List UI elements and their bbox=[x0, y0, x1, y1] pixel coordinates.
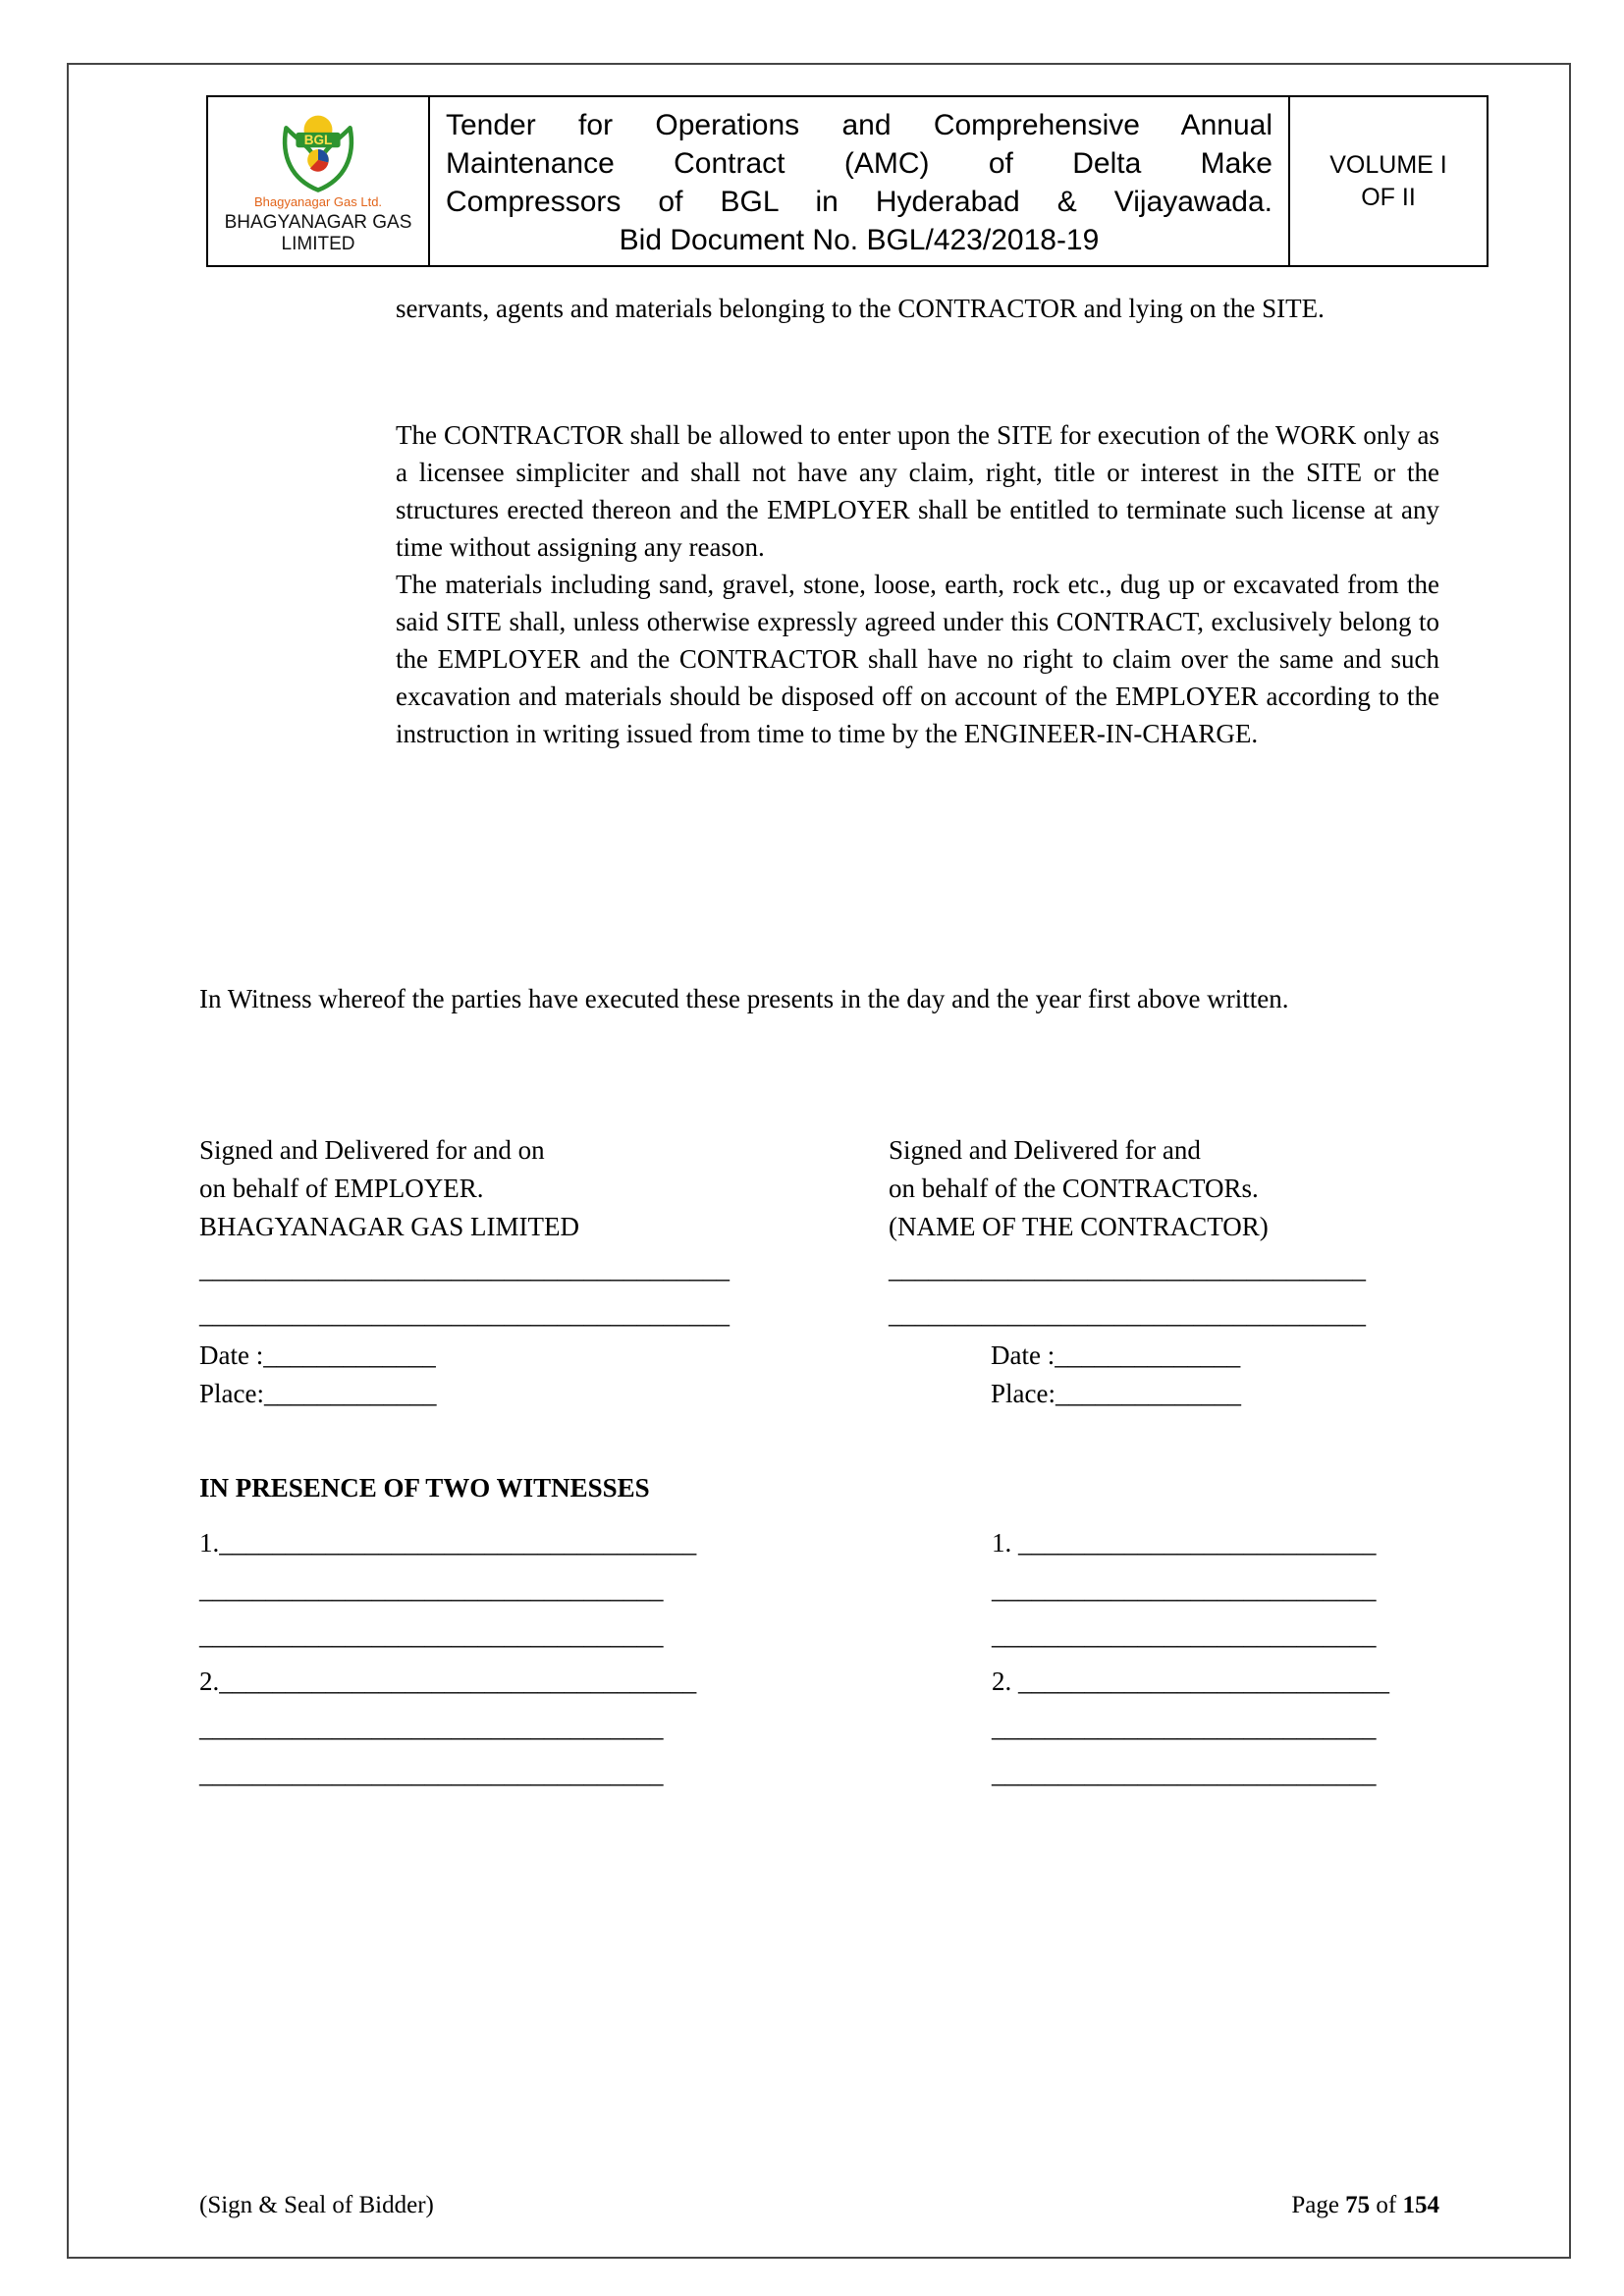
sig-contractor-rule1: ____________________________________ bbox=[889, 1254, 1366, 1284]
sig-employer-date: Date :_____________ bbox=[199, 1340, 436, 1370]
witness-line: _____________________________ bbox=[992, 1713, 1377, 1742]
of-word: of bbox=[1370, 2192, 1403, 2218]
witness-column-right bbox=[992, 1520, 1389, 1797]
witness-line: ___________________________________ bbox=[199, 1713, 664, 1742]
sig-employer-rule2: ________________________________________ bbox=[199, 1299, 730, 1329]
sign-seal-note: (Sign & Seal of Bidder) bbox=[199, 2192, 434, 2218]
document-title-line1: Tender for Operations and Comprehensive Annual bbox=[446, 109, 1272, 141]
sig-employer-line2: on behalf of EMPLOYER. bbox=[199, 1174, 484, 1203]
witnesses-heading: IN PRESENCE OF TWO WITNESSES bbox=[199, 1473, 650, 1503]
page-number bbox=[1291, 2192, 1439, 2219]
paragraph-in-witness: In Witness whereof the parties have executed these presents in the day and the year first above written. bbox=[199, 984, 1289, 1013]
sig-employer-place: Place:_____________ bbox=[199, 1379, 437, 1408]
sig-contractor-place: Place:______________ bbox=[991, 1379, 1241, 1408]
volume-line2: OF II bbox=[1361, 183, 1416, 211]
document-title-line3: Compressors of BGL in Hyderabad & Vijayawada. bbox=[446, 186, 1272, 218]
org-name-line1: BHAGYANAGAR GAS bbox=[224, 212, 412, 233]
witness-line: _____________________________ bbox=[992, 1759, 1377, 1788]
signature-block-employer bbox=[199, 1131, 828, 1413]
witness-line: 2. ____________________________ bbox=[992, 1667, 1389, 1696]
sig-contractor-line3: (NAME OF THE CONTRACTOR) bbox=[889, 1212, 1269, 1241]
witness-line: _____________________________ bbox=[992, 1620, 1377, 1650]
witness-line: ___________________________________ bbox=[199, 1620, 664, 1650]
page-footer bbox=[199, 2192, 1439, 2219]
signature-block-contractor bbox=[889, 1131, 1478, 1413]
witness-line: 1. ___________________________ bbox=[992, 1528, 1377, 1558]
paragraph-materials: The materials including sand, gravel, stone, loose, earth, rock etc., dug up or excavated from the said SITE shall, unless otherwise expressly agreed under this CONTRACT, exclusively belong to the EMPLOYER and the CONTRACTOR shall have no right to claim over the same and such excavation and materials should be disposed off on account of the EMPLOYER according to the instruction in writing issued from time to time by the ENGINEER-IN-CHARGE. bbox=[396, 570, 1439, 748]
document-title-line2: Maintenance Contract (AMC) of Delta Make bbox=[446, 147, 1272, 180]
volume-line1: VOLUME I bbox=[1329, 150, 1447, 179]
sig-contractor-line2: on behalf of the CONTRACTORs. bbox=[889, 1174, 1259, 1203]
sig-contractor-rule2: ____________________________________ bbox=[889, 1299, 1366, 1329]
bid-document-number: Bid Document No. BGL/423/2018-19 bbox=[619, 224, 1100, 256]
bgl-logo-icon bbox=[272, 103, 364, 195]
witness-line: ___________________________________ bbox=[199, 1574, 664, 1604]
witness-line: _____________________________ bbox=[992, 1574, 1377, 1604]
witness-line: ___________________________________ bbox=[199, 1759, 664, 1788]
sig-employer-line3: BHAGYANAGAR GAS LIMITED bbox=[199, 1212, 579, 1241]
page-word: Page bbox=[1291, 2192, 1346, 2218]
org-name-line2: LIMITED bbox=[281, 234, 355, 254]
org-name bbox=[225, 212, 412, 255]
page-total: 154 bbox=[1402, 2192, 1439, 2218]
volume-cell bbox=[1290, 97, 1487, 265]
logo-subtitle: Bhagyanagar Gas Ltd. bbox=[253, 194, 383, 209]
title-cell bbox=[430, 97, 1290, 265]
witness-line: 2.____________________________________ bbox=[199, 1667, 697, 1696]
paragraph-servants: servants, agents and materials belonging to the CONTRACTOR and lying on the SITE. bbox=[396, 294, 1325, 323]
sig-contractor-line1: Signed and Delivered for and bbox=[889, 1135, 1201, 1165]
paragraph-contractor-license: The CONTRACTOR shall be allowed to enter upon the SITE for execution of the WORK only as a licensee simpliciter and shall not have any claim, right, title or interest in the SITE or the structures erected thereon and the EMPLOYER shall be entitled to terminate such license at any time without assigning any reason. bbox=[396, 420, 1439, 562]
body-paragraph-block bbox=[396, 416, 1439, 752]
sig-contractor-date: Date :______________ bbox=[991, 1340, 1241, 1370]
logo-bgl-text: BGL bbox=[303, 133, 333, 148]
logo-cell bbox=[208, 97, 430, 265]
page-current: 75 bbox=[1345, 2192, 1371, 2218]
sig-employer-rule1: ________________________________________ bbox=[199, 1254, 730, 1284]
witness-line: 1.____________________________________ bbox=[199, 1528, 697, 1558]
witness-column-left bbox=[199, 1520, 696, 1797]
sig-employer-line1: Signed and Delivered for and on bbox=[199, 1135, 545, 1165]
header-table bbox=[206, 95, 1489, 267]
